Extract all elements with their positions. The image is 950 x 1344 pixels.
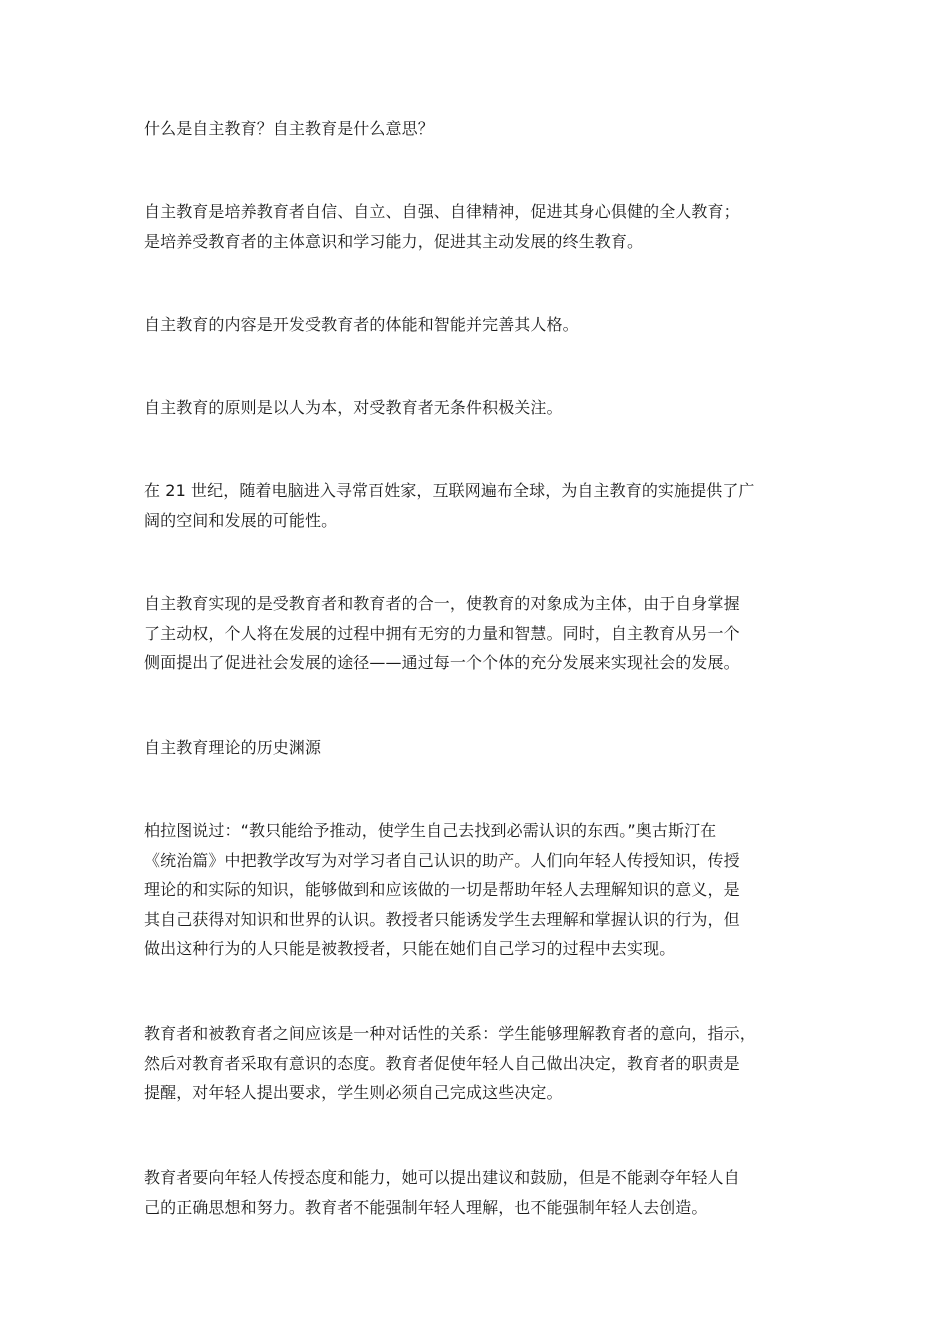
dialogue-paragraph (144, 1019, 834, 1108)
principle-paragraph (144, 393, 834, 423)
text-line: 教育者要向年轻人传授态度和能力，她可以提出建议和鼓励，但是不能剥夺年轻人自 (144, 1168, 740, 1187)
text-line: 什么是自主教育？自主教育是什么意思？ (144, 119, 434, 138)
definition-paragraph (144, 197, 834, 256)
question-heading (144, 114, 834, 144)
text-line: 自主教育是培养教育者自信、自立、自强、自律精神，促进其身心俱健的全人教育； (144, 202, 740, 221)
educator-role-paragraph (144, 1163, 834, 1222)
text-line: 然后对教育者采取有意识的态度。教育者促使年轻人自己做出决定，教育者的职责是 (144, 1053, 740, 1073)
text-line: 理论的和实际的知识，能够做到和应该做的一切是帮助年轻人去理解知识的意义，是 (144, 880, 740, 899)
text-line: 柏拉图说过：“教只能给予推动，使学生自己去找到必需认识的东西。”奥古斯汀在 (144, 821, 717, 840)
text-line: 己的正确思想和努力。教育者不能强制年轻人理解，也不能强制年轻人去创造。 (144, 1197, 708, 1217)
text-line: 做出这种行为的人只能是被教授者，只能在她们自己学习的过程中去实现。 (144, 939, 676, 958)
text-line: 阔的空间和发展的可能性。 (144, 510, 338, 530)
text-line: 自主教育的内容是开发受教育者的体能和智能并完善其人格。 (144, 315, 579, 334)
text-line: 自主教育的原则是以人为本，对受教育者无条件积极关注。 (144, 398, 563, 417)
text-line: 《统治篇》中把教学改写为对学习者自己认识的助产。人们向年轻人传授知识，传授 (144, 850, 740, 870)
text-line: 教育者和被教育者之间应该是一种对话性的关系：学生能够理解教育者的意向，指示， (144, 1024, 756, 1043)
text-line: 了主动权，个人将在发展的过程中拥有无穷的力量和智慧。同时，自主教育从另一个 (144, 623, 740, 643)
text-line: 是培养受教育者的主体意识和学习能力，促进其主动发展的终生教育。 (144, 231, 644, 251)
unity-paragraph (144, 589, 834, 678)
plato-paragraph (144, 816, 834, 964)
text-line: 侧面提出了促进社会发展的途径——通过每一个个体的充分发展来实现社会的发展。 (144, 653, 740, 672)
century-paragraph (144, 476, 834, 535)
text-line: 自主教育实现的是受教育者和教育者的合一，使教育的对象成为主体，由于自身掌握 (144, 594, 740, 613)
text-line: 其自己获得对知识和世界的认识。教授者只能诱发学生去理解和掌握认识的行为，但 (144, 909, 740, 929)
text-line: 提醒，对年轻人提出要求，学生则必须自己完成这些决定。 (144, 1083, 563, 1102)
text-line: 在 21 世纪，随着电脑进入寻常百姓家，互联网遍布全球，为自主教育的实施提供了广 (144, 481, 755, 500)
text-line: 自主教育理论的历史渊源 (144, 738, 322, 757)
history-heading (144, 733, 834, 763)
content-paragraph (144, 310, 834, 340)
